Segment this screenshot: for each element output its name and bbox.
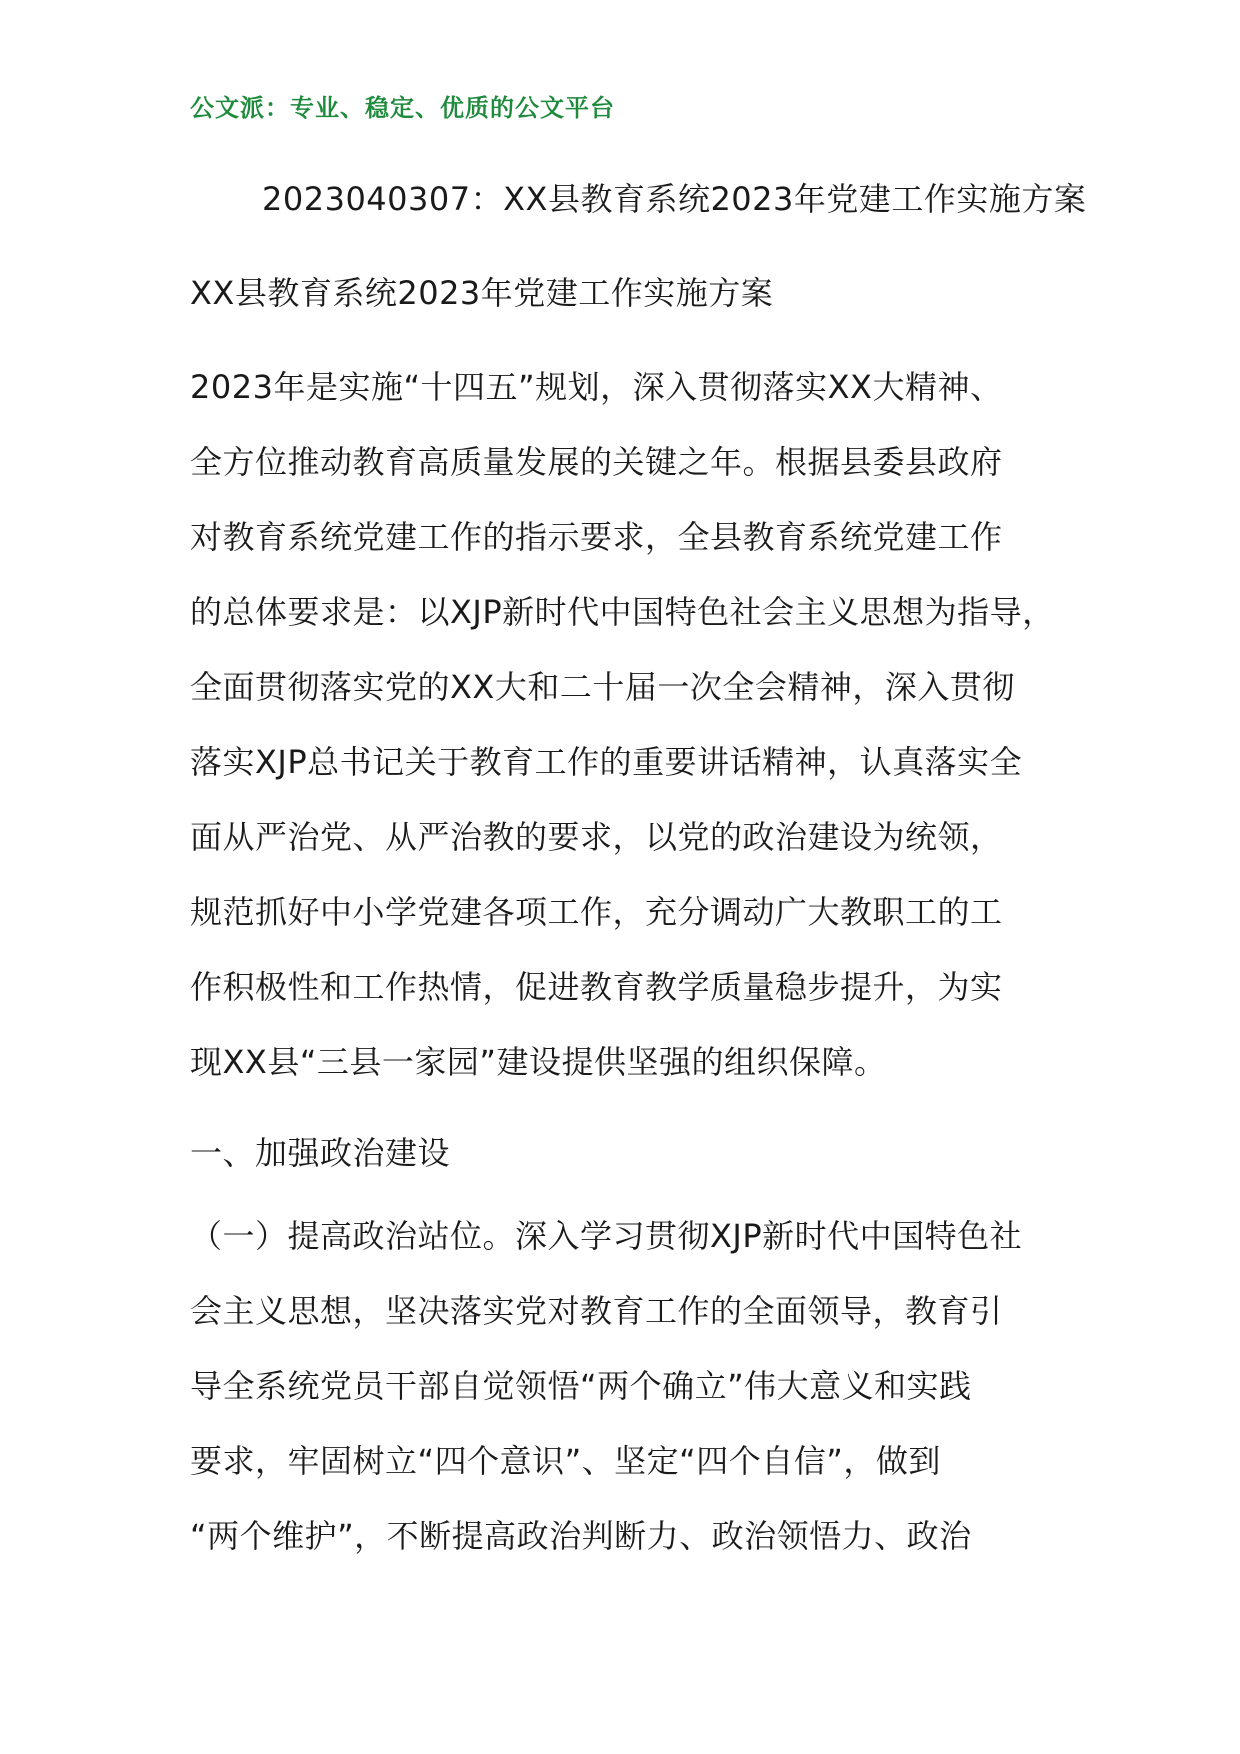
paragraph-line: 导全系统党员干部自觉领悟“两个确立”伟大意义和实践 [190, 1367, 972, 1405]
paragraph-line: 会主义思想，坚决落实党对教育工作的全面领导，教育引 [190, 1292, 1003, 1330]
paragraph-line: 面从严治党、从严治教的要求，以党的政治建设为统领， [190, 818, 1003, 856]
paragraph-line: 要求，牢固树立“四个意识”、坚定“四个自信”，做到 [190, 1442, 941, 1480]
intro-paragraph [190, 350, 1055, 1100]
paragraph-line: 对教育系统党建工作的指示要求，全县教育系统党建工作 [190, 518, 1003, 556]
paragraph-line: （一）提高政治站位。深入学习贯彻XJP新时代中国特色社 [190, 1217, 1023, 1255]
paragraph-line: 规范抓好中小学党建各项工作，充分调动广大教职工的工 [190, 893, 1003, 931]
section-paragraph [190, 1199, 1022, 1574]
paragraph-line: 的总体要求是：以XJP新时代中国特色社会主义思想为指导， [190, 593, 1055, 631]
paragraph-line: 全面贯彻落实党的XX大和二十届一次全会精神，深入贯彻 [190, 668, 1015, 706]
section-heading: 一、加强政治建设 [190, 1134, 451, 1172]
platform-header: 公文派：专业、稳定、优质的公文平台 [190, 94, 615, 122]
paragraph-line: 全方位推动教育高质量发展的关键之年。根据县委县政府 [190, 443, 1003, 481]
paragraph-line: “两个维护”，不断提高政治判断力、政治领悟力、政治 [190, 1517, 972, 1555]
paragraph-line: 现XX县“三县一家园”建设提供坚强的组织保障。 [190, 1043, 887, 1081]
document-title: 2023040307：XX县教育系统2023年党建工作实施方案 [262, 180, 1087, 218]
paragraph-line: 落实XJP总书记关于教育工作的重要讲话精神，认真落实全 [190, 743, 1023, 781]
paragraph-line: 2023年是实施“十四五”规划，深入贯彻落实XX大精神、 [190, 368, 1003, 406]
document-subtitle: XX县教育系统2023年党建工作实施方案 [190, 274, 774, 312]
paragraph-line: 作积极性和工作热情，促进教育教学质量稳步提升，为实 [190, 968, 1003, 1006]
